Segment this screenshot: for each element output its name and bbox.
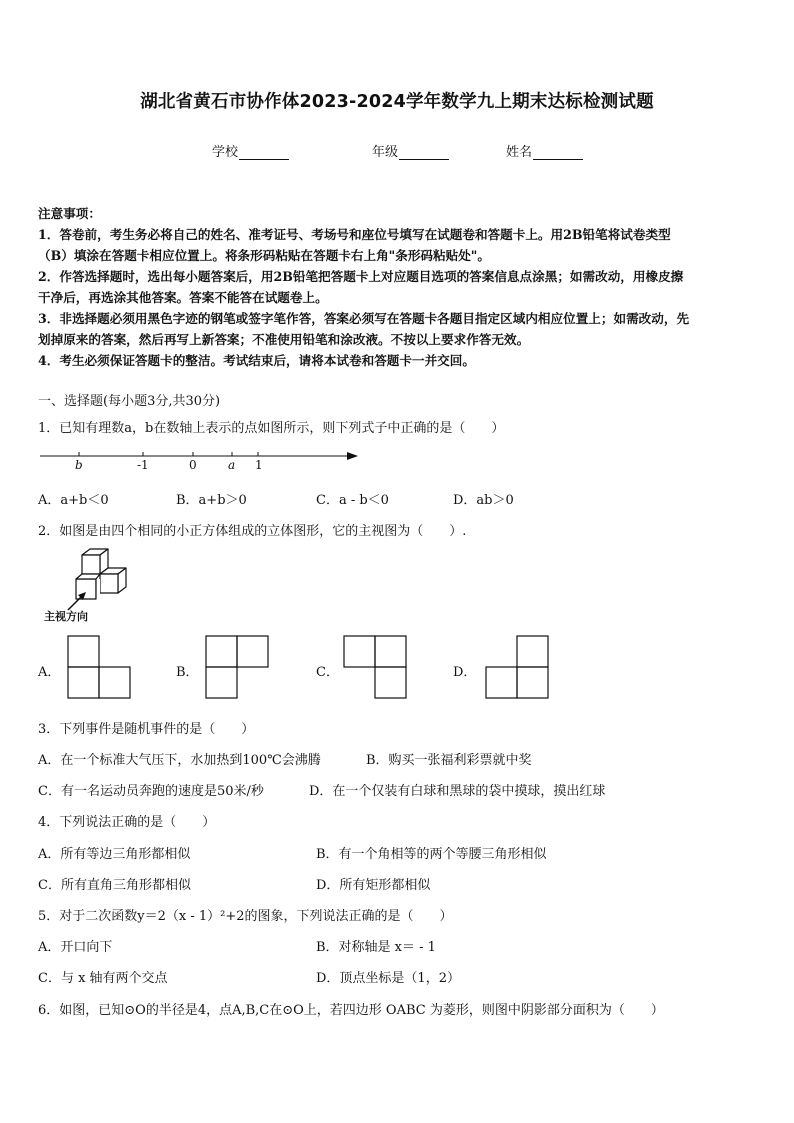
- q3-option-a: A．在一个标准大气压下，水加热到100℃会沸腾: [38, 753, 321, 768]
- notice-line: 干净后，再选涂其他答案。答案不能答在试题卷上。: [38, 290, 328, 305]
- q5-stem: 5．对于二次函数y＝2（x - 1）²+2的图象，下列说法正确的是（ ）: [38, 909, 453, 924]
- grade-label: 年级: [372, 145, 399, 160]
- notice-line: 4．考生必须保证答题卡的整洁。考试结束后，请将本试卷和答题卡一并交回。: [38, 353, 475, 368]
- q5-option-c: C．与 x 轴有两个交点: [38, 971, 168, 986]
- name-label: 姓名: [506, 145, 533, 160]
- school-label: 学校: [212, 145, 239, 160]
- notice-line: 1．答卷前，考生务必将自己的姓名、准考证号、考场号和座位号填写在试题卷和答题卡上。用2B铅笔将试卷类型: [38, 227, 671, 242]
- section-heading: 一、选择题(每小题3分,共30分): [38, 394, 221, 409]
- q5-option-d: D．顶点坐标是（1，2）: [316, 971, 460, 986]
- q3-option-d: D．在一个仅装有白球和黑球的袋中摸球，摸出红球: [309, 784, 606, 799]
- direction-label: 主视方向: [44, 610, 88, 623]
- axis-label-b: b: [75, 458, 83, 472]
- view-b: [206, 636, 268, 698]
- q1-stem: 1．已知有理数a，b在数轴上表示的点如图所示，则下列式子中正确的是（ ）: [38, 421, 505, 436]
- q2-option-c-label: C．: [316, 665, 339, 680]
- axis-label-a: a: [228, 458, 236, 472]
- q1-option-b: B．a+b＞0: [176, 493, 247, 508]
- q3-stem: 3．下列事件是随机事件的是（ ）: [38, 722, 255, 737]
- q1-option-c: C．a - b＜0: [316, 493, 389, 508]
- q2-option-d-label: D．: [453, 665, 477, 680]
- notice-heading: 注意事项：: [38, 206, 101, 221]
- view-d: [486, 636, 548, 698]
- q4-stem: 4．下列说法正确的是（ ）: [38, 815, 216, 830]
- q3-option-b: B．购买一张福利彩票就中奖: [366, 753, 532, 768]
- notice-line: 3．非选择题必须用黑色字迹的钢笔或签字笔作答，答案必须写在答题卡各题目指定区域内相应位置上；如需改动，先: [38, 311, 690, 326]
- axis-label-0: 0: [189, 458, 197, 472]
- q5-option-a: A．开口向下: [38, 940, 113, 955]
- notice-line: 划掉原来的答案，然后再写上新答案；不准使用铅笔和涂改液。不按以上要求作答无效。: [38, 332, 530, 347]
- q4-option-b: B．有一个角相等的两个等腰三角形相似: [316, 847, 547, 862]
- page-title: 湖北省黄石市协作体2023-2024学年数学九上期末达标检测试题: [140, 92, 654, 112]
- q4-option-d: D．所有矩形都相似: [316, 878, 431, 893]
- q2-option-a-label: A．: [38, 665, 61, 680]
- q1-option-a: A．a+b＜0: [38, 493, 109, 508]
- axis-label-m1: -1: [137, 458, 149, 472]
- q3-option-c: C．有一名运动员奔跑的速度是50米/秒: [38, 784, 264, 799]
- notice-line: 2．作答选择题时，选出每小题答案后，用2B铅笔把答题卡上对应题目选项的答案信息点涂黑；如需改动，用橡皮擦: [38, 269, 684, 284]
- q6-stem: 6．如图，已知⊙O的半径是4，点A,B,C在⊙O上，若四边形 OABC 为菱形，则图中阴影部分面积为（ ）: [38, 1003, 664, 1018]
- q1-option-d: D．ab＞0: [453, 493, 514, 508]
- q4-option-c: C．所有直角三角形都相似: [38, 878, 191, 893]
- notice-line: （B）填涂在答题卡相应位置上。将条形码粘贴在答题卡右上角"条形码粘贴处"。: [38, 248, 490, 263]
- axis-label-1: 1: [255, 458, 263, 472]
- q4-option-a: A．所有等边三角形都相似: [38, 847, 191, 862]
- view-c: [344, 636, 406, 698]
- q5-option-b: B．对称轴是 x＝ - 1: [316, 940, 436, 955]
- q2-option-b-label: B．: [176, 665, 199, 680]
- q2-stem: 2．如图是由四个相同的小正方体组成的立体图形，它的主视图为（ ）.: [38, 524, 467, 539]
- view-a: [68, 636, 130, 698]
